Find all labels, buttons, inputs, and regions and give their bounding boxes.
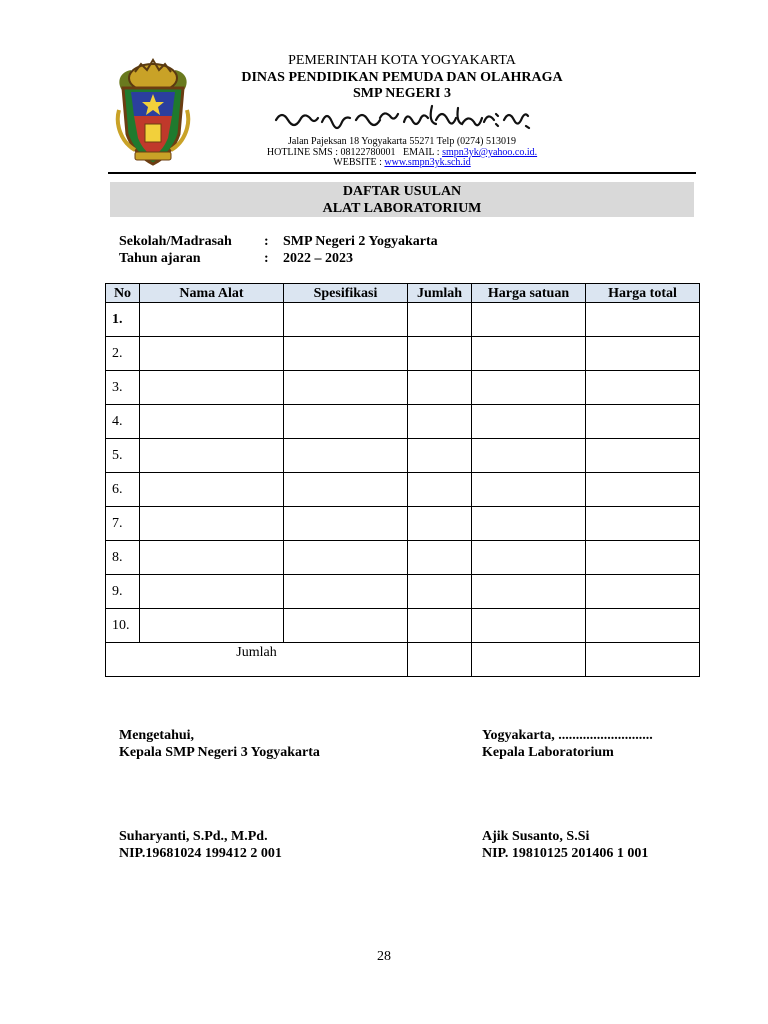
- cell-harga-total[interactable]: [586, 303, 700, 337]
- cell-nama-alat[interactable]: [140, 439, 284, 473]
- cell-nama-alat[interactable]: [140, 371, 284, 405]
- row-number: 5.: [106, 439, 140, 473]
- department-name: DINAS PENDIDIKAN PEMUDA DAN OLAHRAGA: [241, 70, 563, 85]
- table-total-row: [106, 643, 700, 677]
- website-line: [190, 157, 614, 169]
- cell-spesifikasi[interactable]: [284, 405, 408, 439]
- row-number: 1.: [106, 303, 140, 337]
- cell-spesifikasi[interactable]: [284, 575, 408, 609]
- cell-harga-total[interactable]: [586, 405, 700, 439]
- cell-harga-satuan[interactable]: [472, 439, 586, 473]
- title-banner: [110, 182, 694, 217]
- cell-jumlah[interactable]: [408, 303, 472, 337]
- cell-harga-satuan[interactable]: [472, 337, 586, 371]
- cell-nama-alat[interactable]: [140, 507, 284, 541]
- row-number: 9.: [106, 575, 140, 609]
- row-number: 8.: [106, 541, 140, 575]
- yogyakarta-coat-of-arms-icon: [113, 54, 193, 170]
- cell-harga-satuan[interactable]: [472, 405, 586, 439]
- cell-harga-total[interactable]: [586, 439, 700, 473]
- table-row: [106, 439, 700, 473]
- website-link[interactable]: www.smpn3yk.sch.id: [384, 157, 471, 168]
- document-title-line1: DAFTAR USULAN: [342, 184, 462, 199]
- lab-head-nip: NIP. 19810125 201406 1 001: [482, 846, 649, 861]
- cell-jumlah[interactable]: [408, 575, 472, 609]
- row-number: 10.: [106, 609, 140, 643]
- cell-harga-satuan[interactable]: [472, 609, 586, 643]
- cell-harga-total[interactable]: [586, 473, 700, 507]
- cell-jumlah[interactable]: [408, 371, 472, 405]
- cell-nama-alat[interactable]: [140, 405, 284, 439]
- cell-nama-alat[interactable]: [140, 541, 284, 575]
- cell-harga-satuan[interactable]: [472, 371, 586, 405]
- table-row: [106, 337, 700, 371]
- government-name: PEMERINTAH KOTA YOGYAKARTA: [288, 53, 516, 68]
- cell-jumlah[interactable]: [408, 507, 472, 541]
- cell-jumlah[interactable]: [408, 609, 472, 643]
- place-date: Yogyakarta, ...........................: [482, 728, 653, 743]
- table-row: [106, 541, 700, 575]
- col-header-harga-total: Harga total: [586, 284, 700, 303]
- cell-spesifikasi[interactable]: [284, 609, 408, 643]
- cell-spesifikasi[interactable]: [284, 541, 408, 575]
- cell-spesifikasi[interactable]: [284, 439, 408, 473]
- row-number: 2.: [106, 337, 140, 371]
- table-row: [106, 507, 700, 541]
- cell-harga-satuan[interactable]: [472, 541, 586, 575]
- table-row: [106, 405, 700, 439]
- table-row: [106, 575, 700, 609]
- cell-harga-total[interactable]: [586, 337, 700, 371]
- cell-total-harga-satuan[interactable]: [472, 643, 586, 677]
- lab-head-name: Ajik Susanto, S.Si: [482, 829, 590, 844]
- cell-harga-total[interactable]: [586, 609, 700, 643]
- cell-nama-alat[interactable]: [140, 473, 284, 507]
- cell-jumlah[interactable]: [408, 541, 472, 575]
- school-separator: :: [264, 234, 269, 249]
- col-header-no: No: [106, 284, 140, 303]
- cell-spesifikasi[interactable]: [284, 507, 408, 541]
- row-number: 3.: [106, 371, 140, 405]
- cell-spesifikasi[interactable]: [284, 371, 408, 405]
- cell-harga-satuan[interactable]: [472, 303, 586, 337]
- year-separator: :: [264, 251, 269, 266]
- document-title-line2: ALAT LABORATORIUM: [322, 201, 482, 216]
- principal-name: Suharyanti, S.Pd., M.Pd.: [119, 829, 268, 844]
- cell-harga-total[interactable]: [586, 371, 700, 405]
- page-number: 28: [377, 949, 391, 964]
- cell-nama-alat[interactable]: [140, 337, 284, 371]
- col-header-nama-alat: Nama Alat: [140, 284, 284, 303]
- row-number: 6.: [106, 473, 140, 507]
- year-value: 2022 – 2023: [283, 251, 353, 266]
- cell-total-jumlah[interactable]: [408, 643, 472, 677]
- hotline-text: HOTLINE SMS : 08122780001 EMAIL :: [266, 147, 443, 158]
- javanese-script-name: [270, 100, 534, 134]
- cell-total-harga-total[interactable]: [586, 643, 700, 677]
- cell-nama-alat[interactable]: [140, 575, 284, 609]
- row-number: 7.: [106, 507, 140, 541]
- header-divider: [108, 172, 696, 174]
- col-header-jumlah: Jumlah: [408, 284, 472, 303]
- table-row: [106, 609, 700, 643]
- cell-jumlah[interactable]: [408, 473, 472, 507]
- col-header-harga-satuan: Harga satuan: [472, 284, 586, 303]
- cell-nama-alat[interactable]: [140, 303, 284, 337]
- school-name: SMP NEGERI 3: [352, 86, 451, 101]
- cell-jumlah[interactable]: [408, 337, 472, 371]
- school-value: SMP Negeri 2 Yogyakarta: [283, 234, 438, 249]
- cell-harga-total[interactable]: [586, 541, 700, 575]
- website-label: WEBSITE :: [333, 157, 385, 168]
- cell-spesifikasi[interactable]: [284, 337, 408, 371]
- equipment-table: [105, 283, 700, 677]
- cell-harga-total[interactable]: [586, 507, 700, 541]
- cell-harga-satuan[interactable]: [472, 575, 586, 609]
- total-label: Jumlah: [106, 643, 408, 677]
- year-label: Tahun ajaran: [119, 251, 201, 266]
- cell-harga-satuan[interactable]: [472, 507, 586, 541]
- table-row: [106, 473, 700, 507]
- cell-spesifikasi[interactable]: [284, 303, 408, 337]
- cell-harga-satuan[interactable]: [472, 473, 586, 507]
- table-row: [106, 371, 700, 405]
- cell-jumlah[interactable]: [408, 405, 472, 439]
- row-number: 4.: [106, 405, 140, 439]
- principal-title: Kepala SMP Negeri 3 Yogyakarta: [119, 745, 320, 760]
- cell-harga-total[interactable]: [586, 575, 700, 609]
- cell-jumlah[interactable]: [408, 439, 472, 473]
- principal-nip: NIP.19681024 199412 2 001: [119, 846, 282, 861]
- col-header-spesifikasi: Spesifikasi: [284, 284, 408, 303]
- cell-nama-alat[interactable]: [140, 609, 284, 643]
- acknowledgement-label: Mengetahui,: [119, 728, 195, 743]
- school-label: Sekolah/Madrasah: [119, 234, 232, 249]
- table-header-row: [106, 284, 700, 303]
- school-address: Jalan Pajeksan 18 Yogyakarta 55271 Telp (0274) 513019: [288, 136, 516, 147]
- table-row: [106, 303, 700, 337]
- email-link[interactable]: smpn3yk@yahoo.co.id.: [442, 147, 538, 158]
- cell-spesifikasi[interactable]: [284, 473, 408, 507]
- lab-head-title: Kepala Laboratorium: [482, 745, 614, 760]
